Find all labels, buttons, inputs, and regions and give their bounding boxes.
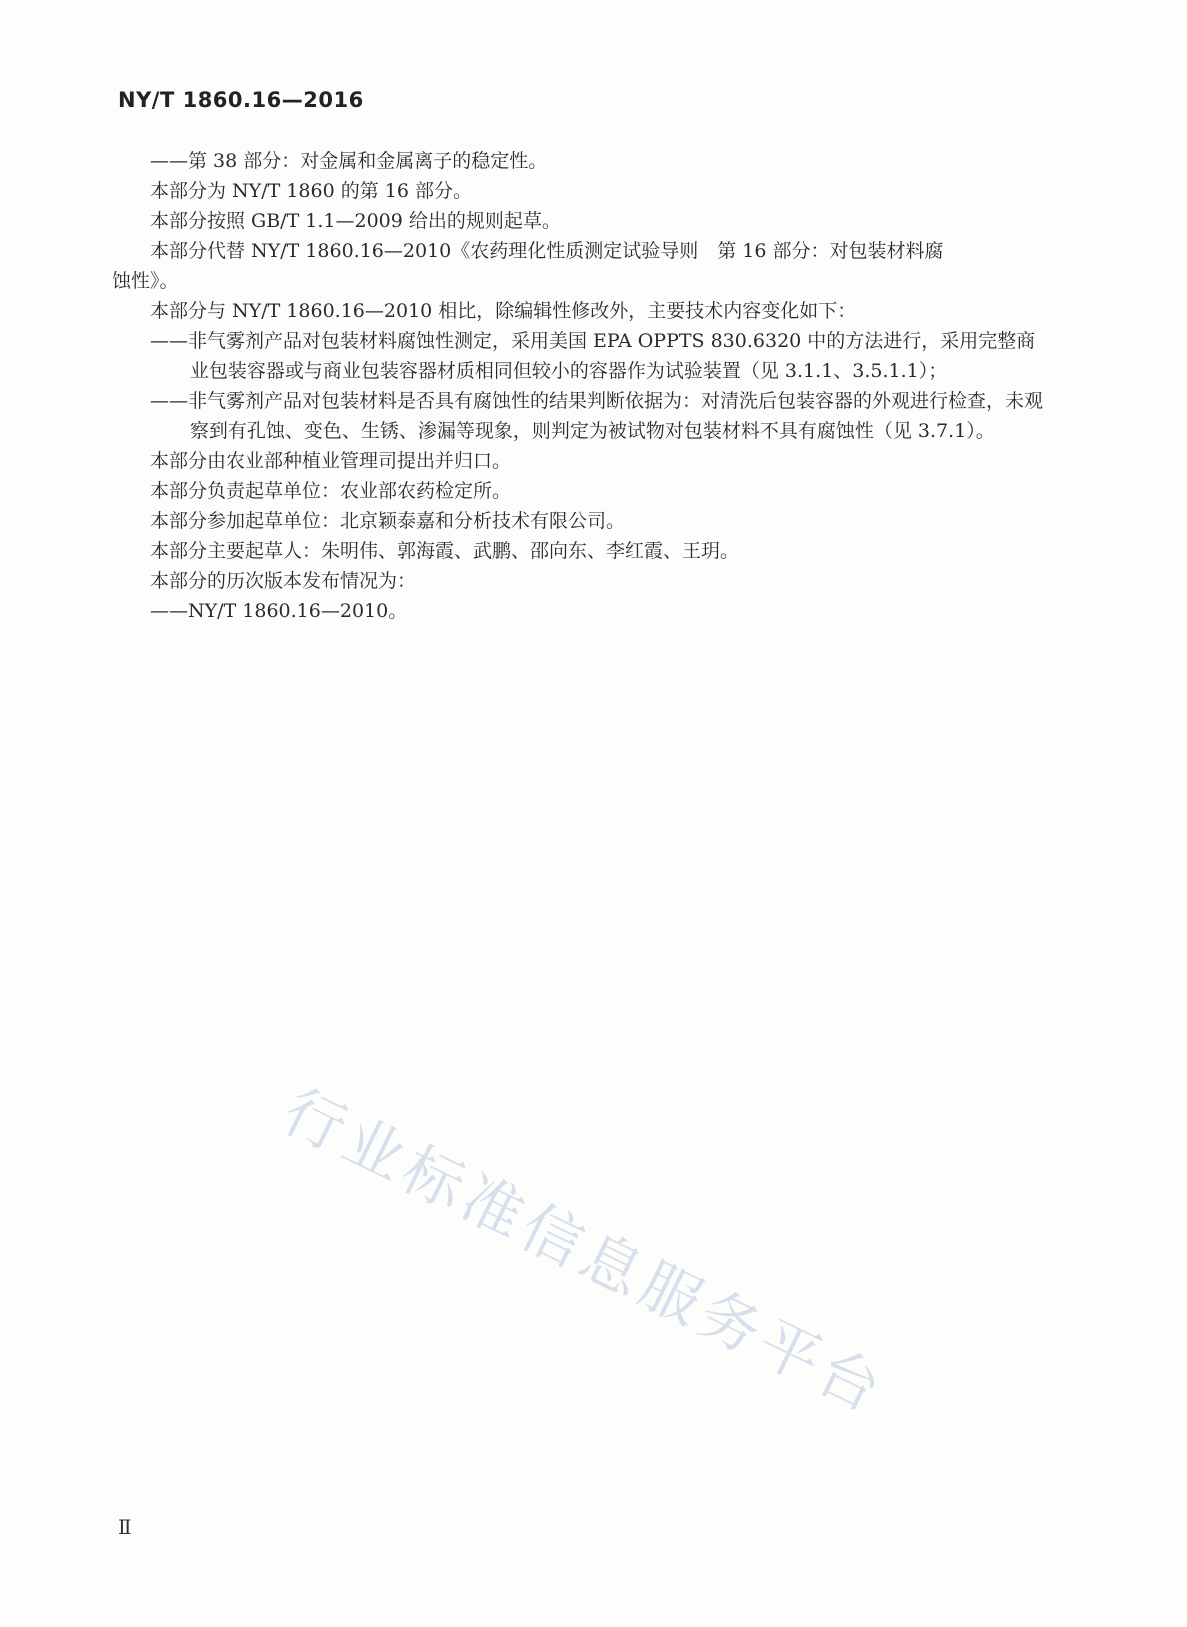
watermark: 行业标准信息服务平台: [272, 1076, 897, 1429]
paragraph-responsible-unit: 本部分负责起草单位：农业部农药检定所。: [150, 480, 512, 502]
paragraph-changes-intro: 本部分与 NY/T 1860.16—2010 相比，除编辑性修改外，主要技术内容变化如下：: [150, 300, 857, 322]
paragraph-participating-unit: 本部分参加起草单位：北京颖泰嘉和分析技术有限公司。: [150, 510, 626, 532]
list-item-change-judgement: ——非气雾剂产品对包装材料是否具有腐蚀性的结果判断依据为：对清洗后包装容器的外观进行检查，未观察到有孔蚀、变色、生锈、渗漏等现象，则判定为被试物对包装材料不具有腐蚀性（见 3.7.1）。: [150, 390, 1044, 442]
paragraph-drafting-rules: 本部分按照 GB/T 1.1—2009 给出的规则起草。: [150, 210, 561, 232]
standard-number-header: NY/T 1860.16—2016: [118, 88, 364, 112]
paragraph-replaces: 本部分代替 NY/T 1860.16—2010《农药理化性质测定试验导则 第 16 部分：对包装材料腐: [150, 240, 944, 262]
list-item-change-method: ——非气雾剂产品对包装材料腐蚀性测定，采用美国 EPA OPPTS 830.6320 中的方法进行，采用完整商业包装容器或与商业包装容器材质相同但较小的容器作为试验装置（见 3.1.1、3.5.1.1）；: [150, 330, 1036, 382]
paragraph-replaces-continued: 蚀性》。: [112, 270, 179, 292]
page-number: Ⅱ: [118, 1515, 132, 1539]
paragraph-proposer: 本部分由农业部种植业管理司提出并归口。: [150, 450, 512, 472]
paragraph-version-history: 本部分的历次版本发布情况为：: [150, 570, 417, 592]
paragraph-part38: ——第 38 部分：对金属和金属离子的稳定性。: [150, 150, 548, 172]
paragraph-drafters: 本部分主要起草人：朱明伟、郭海霞、武鹏、邵向东、李红霞、王玥。: [150, 540, 740, 562]
paragraph-part16: 本部分为 NY/T 1860 的第 16 部分。: [150, 180, 472, 202]
list-item-previous-version: ——NY/T 1860.16—2010。: [150, 600, 408, 622]
document-body: [112, 146, 1050, 626]
